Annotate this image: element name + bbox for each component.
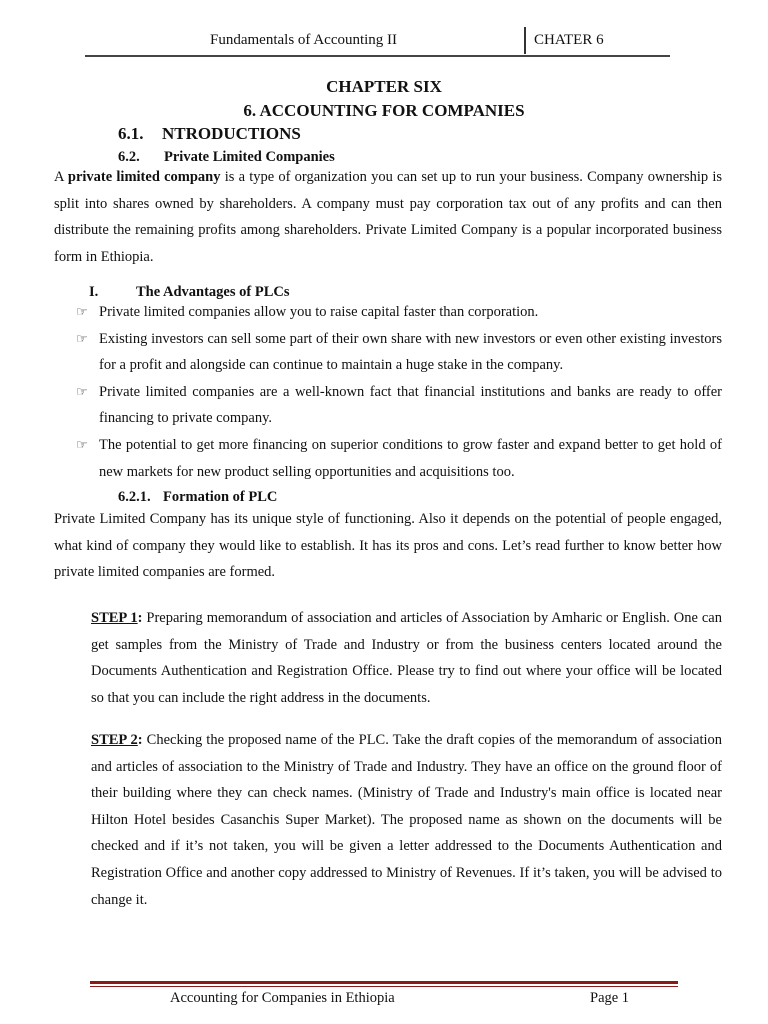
header-separator: [524, 27, 526, 54]
pointing-hand-icon: ☞: [76, 383, 88, 399]
footer-page-number: Page 1: [590, 990, 630, 1006]
step-2-text: Checking the proposed name of the PLC. Take the draft copies of the memorandum of association and articles of association to the Ministry of Trade and Industry. They have an office on the ground floor of their building where they can check names. (Ministry of Trade and Industry's main office is located near Hilton Hotel besides Casanchis Super Market). The proposed name as shown on the documents will be checked and if it’s not taken, you will be given a letter addressed to the Documents Authentication and Registration Office and another copy addressed to Ministry of Revenues. If it’s taken, you will be advised to change it.: [91, 732, 723, 908]
section-title: NTRODUCTIONS: [162, 124, 301, 143]
step-1-paragraph: [91, 605, 722, 711]
section-number: 6.2.1.: [118, 489, 151, 505]
footer-rule-thin: [90, 986, 678, 987]
section-title: Private Limited Companies: [164, 149, 335, 165]
section-6-2-1-heading: [118, 489, 277, 506]
step-1-label: STEP 1: [91, 610, 138, 626]
formation-paragraph: Private Limited Company has its unique style of functioning. Also it depends on the potential of people engaged, what kind of company they would like to establish. It has its pros and cons. Let’s read further to know better how private limited companies are formed.: [54, 511, 722, 581]
step-2-colon: :: [137, 732, 143, 748]
advantage-item: [76, 432, 722, 485]
footer-left-title: Accounting for Companies in Ethiopia: [170, 990, 395, 1006]
advantage-text: Private limited companies allow you to raise capital faster than corporation.: [99, 304, 539, 320]
section-6-1-heading: [118, 124, 301, 144]
step-2-label: STEP 2: [91, 732, 138, 748]
pointing-hand-icon: ☞: [76, 304, 88, 319]
step-1-text: Preparing memorandum of association and articles of Association by Amharic or English. One can get samples from the Ministry of Trade and Industry or from the business centers located around the Documents Authentication and Registration Office. Please try to find out where your office will be located so that you can include the right address in the documents.: [91, 610, 722, 706]
chapter-title: CHAPTER SIX: [326, 77, 442, 96]
advantage-text: The potential to get more financing on superior conditions to grow faster and expand better to get hold of new markets for new product selling opportunities and acquisitions too.: [99, 436, 722, 480]
plc-rest: is a type of organization you can set up to run your business. Company ownership is split into shares owned by shareholders. A company must pay corporation tax out of any profits and can then distribute the remaining profits among shareholders. Private Limited Company is a popular incorporated business form in Ethiopia.: [54, 169, 723, 265]
advantage-item: [76, 379, 722, 432]
step-1-colon: :: [137, 610, 143, 626]
advantages-title: The Advantages of PLCs: [136, 284, 290, 300]
advantage-text: Private limited companies are a well-known fact that financial institutions and banks are ready to offer financing to private company.: [99, 383, 722, 427]
pointing-hand-icon: ☞: [76, 330, 88, 346]
step-2-paragraph: [91, 727, 722, 913]
advantage-text: Existing investors can sell some part of their own share with new investors or even other existing investors for a profit and alongside can continue to maintain a huge stake in the company.: [99, 330, 722, 374]
plc-lead: A: [54, 169, 68, 185]
header-left-title: Fundamentals of Accounting II: [210, 32, 398, 48]
section-number: 6.2.: [118, 149, 140, 165]
section-title: Formation of PLC: [163, 489, 278, 505]
advantage-item: [76, 326, 722, 379]
plc-bold-term: private limited company: [67, 169, 221, 185]
advantages-list: [76, 299, 722, 485]
chapter-subtitle: 6. ACCOUNTING FOR COMPANIES: [243, 101, 525, 120]
plc-definition-paragraph: [54, 164, 722, 270]
pointing-hand-icon: ☞: [76, 436, 88, 452]
header-rule: [85, 55, 670, 57]
advantages-number: I.: [89, 284, 99, 300]
section-number: 6.1.: [118, 124, 144, 143]
footer-rule-thick: [90, 981, 678, 984]
advantage-item: [76, 299, 722, 326]
header-right-chapter: CHATER 6: [534, 32, 604, 48]
